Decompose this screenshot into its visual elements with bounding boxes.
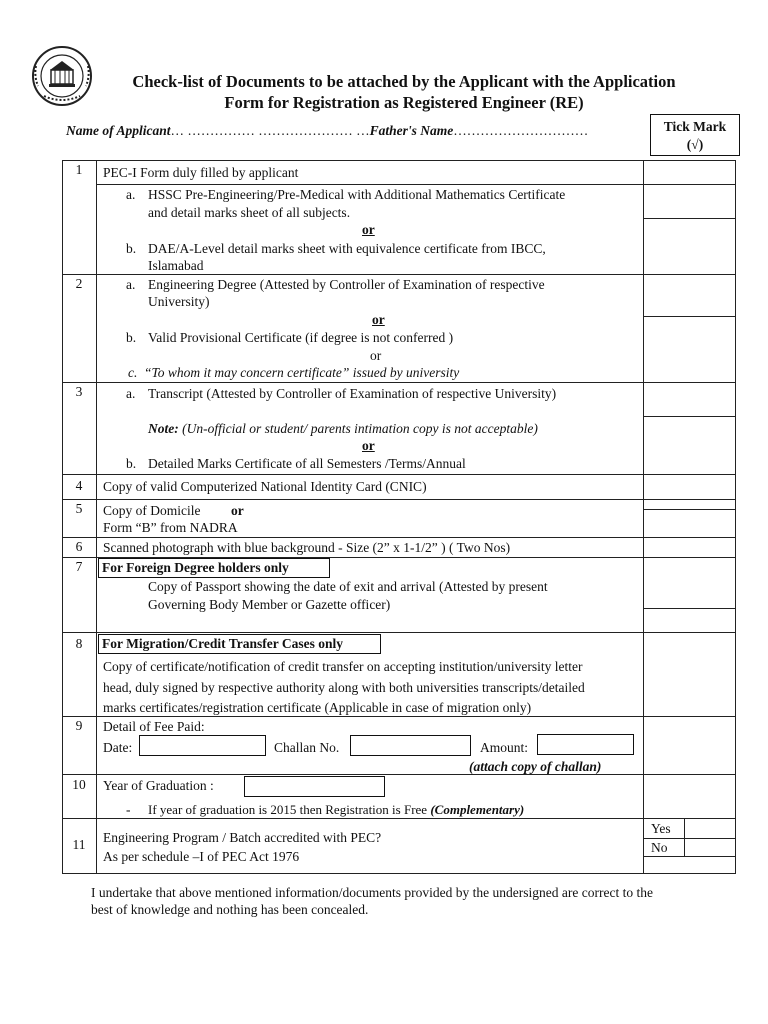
applicant-name-dots[interactable]: … …………… ………………… … xyxy=(170,123,370,138)
row-11-line2: As per schedule –I of PEC Act 1976 xyxy=(103,849,300,864)
row-2-a-marker: a. xyxy=(126,277,136,292)
row-2-c-marker: c. xyxy=(128,365,138,380)
row-2-b-marker: b. xyxy=(126,330,137,345)
no-option-label: No xyxy=(651,840,668,855)
tick-mark-header xyxy=(650,114,740,156)
page-title-line2: Form for Registration as Registered Engineer (RE) xyxy=(224,93,584,112)
tick-cell-10[interactable] xyxy=(644,775,735,818)
row-3-note-text: (Un-official or student/ parents intimation copy is not acceptable) xyxy=(182,421,538,436)
row-8-line3: marks certificates/registration certificate (Applicable in case of migration only) xyxy=(103,700,532,715)
tick-cell-1b[interactable] xyxy=(644,219,735,274)
applicant-name-label: Name of Applicant xyxy=(66,123,171,138)
row-number: 11 xyxy=(72,837,86,852)
row-number: 8 xyxy=(75,636,83,651)
row-number: 10 xyxy=(72,777,86,792)
amount-input[interactable] xyxy=(537,734,634,755)
tick-cell-6[interactable] xyxy=(644,538,735,557)
row-1-a-marker: a. xyxy=(126,187,136,202)
row-7-line2: Governing Body Member or Gazette officer) xyxy=(148,597,391,612)
row-1-b-marker: b. xyxy=(126,241,137,256)
attach-challan-note: (attach copy of challan) xyxy=(469,759,602,774)
row-5-or: or xyxy=(231,503,244,518)
row-7-heading: For Foreign Degree holders only xyxy=(98,558,330,578)
row-8-line1: Copy of certificate/notification of credit transfer on accepting institution/university letter xyxy=(103,659,583,674)
row-number: 1 xyxy=(75,162,83,177)
free-registration-note: If year of graduation is 2015 then Registration is Free xyxy=(148,802,428,817)
tick-cell-2bc[interactable] xyxy=(644,317,735,382)
row-number: 3 xyxy=(75,384,83,399)
father-name-label: Father's Name xyxy=(369,123,454,138)
amount-label: Amount: xyxy=(480,740,529,755)
row-number: 9 xyxy=(75,718,83,733)
tick-cell-1a[interactable] xyxy=(644,185,735,218)
row-3-note-label: Note: xyxy=(148,421,179,436)
row-3-a-line1: Transcript (Attested by Controller of Examination of respective University) xyxy=(148,386,557,401)
graduation-year-input[interactable] xyxy=(244,776,385,797)
row-1-a-line2: and detail marks sheet of all subjects. xyxy=(148,205,351,220)
row-5-line1: Copy of Domicile xyxy=(103,503,201,518)
row-10-note xyxy=(148,801,524,818)
row-number: 2 xyxy=(75,276,83,291)
applicant-line xyxy=(66,123,588,139)
row-6-text: Scanned photograph with blue background - Size (2” x 1-1/2” ) ( Two Nos) xyxy=(103,540,511,555)
tick-cell-4[interactable] xyxy=(644,475,735,499)
row-2-a-line1: Engineering Degree (Attested by Controller of Examination of respective xyxy=(148,277,545,292)
row-2-a-line2: University) xyxy=(148,294,210,309)
graduation-year-label: Year of Graduation : xyxy=(103,778,214,793)
challan-no-label: Challan No. xyxy=(274,740,340,755)
tick-cell-2a[interactable] xyxy=(644,275,735,316)
tick-cell-5[interactable] xyxy=(644,500,735,537)
row-5-line2: Form “B” from NADRA xyxy=(103,520,238,535)
tick-cell-1[interactable] xyxy=(644,161,735,184)
row-8-heading: For Migration/Credit Transfer Cases only xyxy=(98,634,381,654)
row-2-or-1: or xyxy=(372,312,385,327)
row-3-note xyxy=(148,420,538,437)
tick-mark-label: Tick Mark xyxy=(663,119,727,134)
challan-no-input[interactable] xyxy=(350,735,471,756)
row-1-main-text: PEC-I Form duly filled by applicant xyxy=(103,165,299,180)
row-2-b-line1: Valid Provisional Certificate (if degree is not conferred ) xyxy=(148,330,454,345)
yes-tick-cell[interactable] xyxy=(685,819,735,837)
tick-mark-symbol: (√) xyxy=(686,137,704,152)
row-11-line1: Engineering Program / Batch accredited with PEC? xyxy=(103,830,382,845)
row-2-or-2: or xyxy=(370,348,382,363)
row-2-c-line1: “To whom it may concern certificate” issued by university xyxy=(144,365,460,380)
fee-date-input[interactable] xyxy=(139,735,266,756)
tick-cell-9[interactable] xyxy=(644,717,735,774)
row-10-bullet: - xyxy=(126,802,131,817)
row-1-b-line1: DAE/A-Level detail marks sheet with equivalence certificate from IBCC, xyxy=(148,241,546,256)
row-number: 5 xyxy=(75,501,83,516)
fee-detail-title: Detail of Fee Paid: xyxy=(103,719,205,734)
row-3-or: or xyxy=(362,438,375,453)
row-number: 4 xyxy=(75,478,83,493)
row-1-a-line1: HSSC Pre-Engineering/Pre-Medical with Additional Mathematics Certificate xyxy=(148,187,566,202)
row-8-line2: head, duly signed by respective authority along with both universities transcripts/detailed xyxy=(103,680,585,695)
row-1-b-line2: Islamabad xyxy=(148,258,204,273)
page-title-line1: Check-list of Documents to be attached by the Applicant with the Application xyxy=(132,72,676,91)
yes-option-label: Yes xyxy=(651,821,671,836)
fee-date-label: Date: xyxy=(103,740,133,755)
row-4-text: Copy of valid Computerized National Identity Card (CNIC) xyxy=(103,479,427,494)
tick-cell-8[interactable] xyxy=(644,633,735,716)
row-number: 6 xyxy=(75,539,83,554)
row-1-or: or xyxy=(362,222,375,237)
row-7-line1: Copy of Passport showing the date of exit and arrival (Attested by present xyxy=(148,579,548,594)
row-3-a-marker: a. xyxy=(126,386,136,401)
tick-cell-3a[interactable] xyxy=(644,383,735,416)
tick-cell-3b[interactable] xyxy=(644,417,735,474)
father-name-dots[interactable]: ………………………… xyxy=(453,123,589,138)
row-number: 7 xyxy=(75,559,83,574)
no-tick-cell[interactable] xyxy=(685,839,735,855)
complementary-note: (Complementary) xyxy=(430,802,525,817)
undertaking-statement: I undertake that above mentioned information/documents provided by the undersigned are correct to the best of knowledge and nothing has been concealed. xyxy=(91,885,653,917)
row-3-b-line1: Detailed Marks Certificate of all Semesters /Terms/Annual xyxy=(148,456,466,471)
row-3-b-marker: b. xyxy=(126,456,137,471)
tick-cell-7[interactable] xyxy=(644,558,735,632)
